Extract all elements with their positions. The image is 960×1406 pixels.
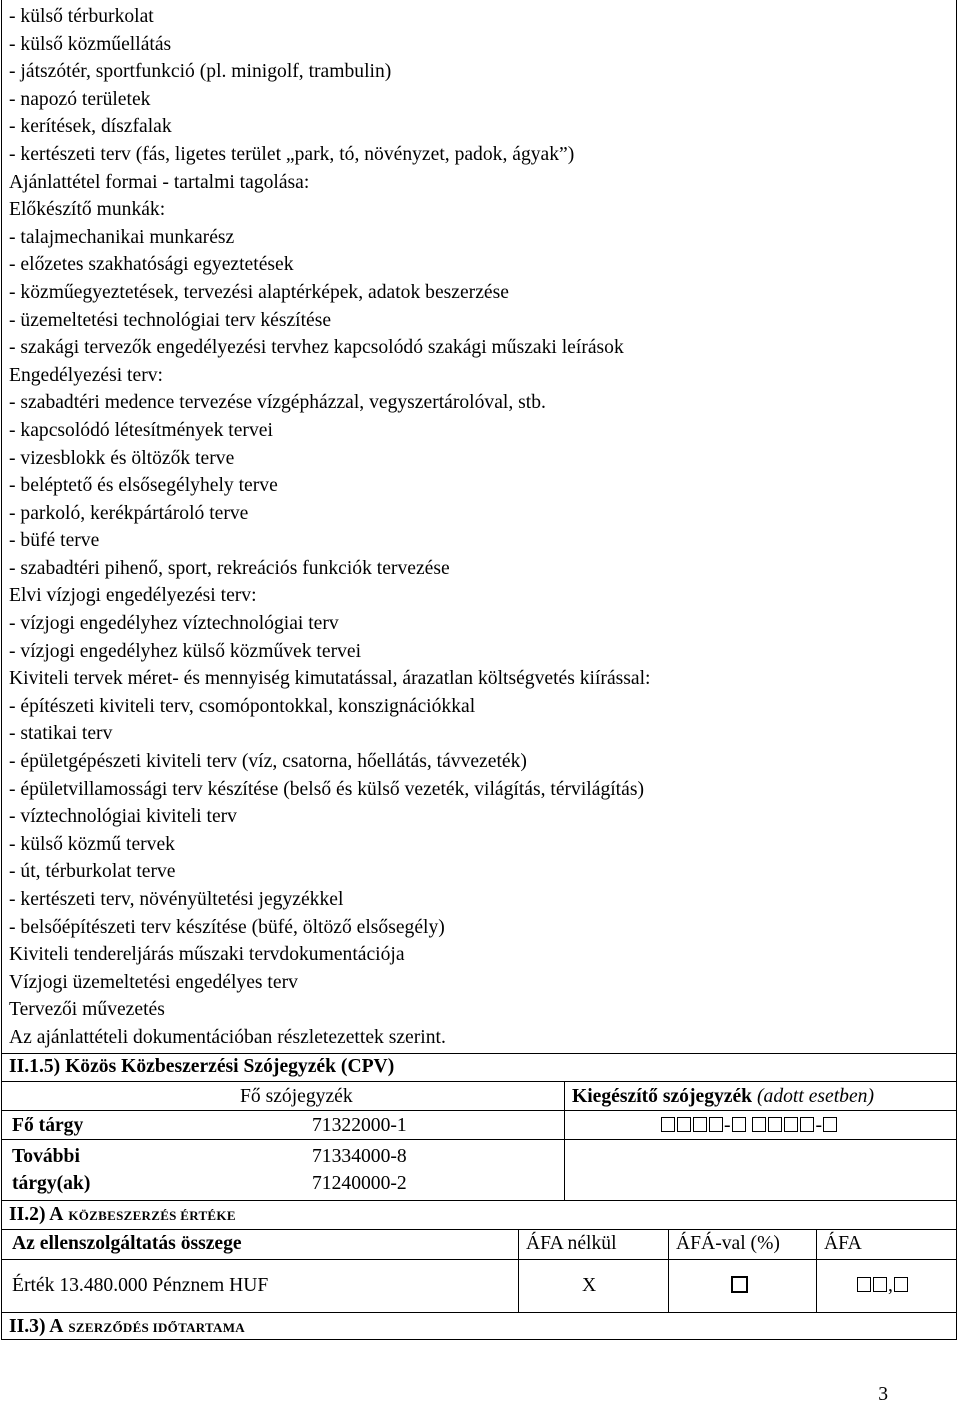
cpv-row2-label-1: További [12, 1146, 80, 1167]
text-line: - belsőépítészeti terv készítése (büfé, öltöző elsősegély) [9, 916, 445, 938]
text-line: - játszótér, sportfunkció (pl. minigolf, trambulin) [9, 61, 392, 83]
cpv-col-supp-italic: (adott esetben) [757, 1086, 874, 1107]
text-line: - szakági tervezők engedélyezési tervhez kapcsolódó szakági műszaki leírások [9, 337, 624, 359]
text-line: Elvi vízjogi engedélyezési terv: [9, 585, 257, 607]
cpv-row2-label-2: tárgy(ak) [12, 1173, 91, 1194]
text-line: - büfé terve [9, 530, 100, 552]
text-line: Előkészítő munkák: [9, 199, 166, 221]
rule [1, 1081, 957, 1082]
rule [1, 1259, 957, 1260]
cpv-supp-code-placeholder: - - [660, 1114, 838, 1138]
duration-heading: II.3) A SZERZŐDÉS IDŐTARTAMA [9, 1316, 245, 1337]
value-col-vat: ÁFA [824, 1233, 862, 1254]
cpv-row1-code: 71322000-1 [312, 1115, 407, 1136]
text-line: Kiviteli tendereljárás műszaki tervdokumentációja [9, 944, 405, 966]
text-line: - kertészeti terv, növényültetési jegyzékkel [9, 889, 344, 910]
text-line: - víztechnológiai kiviteli terv [9, 806, 237, 828]
text-line: - szabadtéri pihenő, sport, rekreációs funkciók tervezése [9, 557, 450, 579]
text-line: Ajánlattétel formai - tartalmi tagolása: [9, 171, 310, 193]
text-line: - épületgépészeti kiviteli terv (víz, csatorna, hőellátás, távvezeték) [9, 751, 527, 773]
text-line: - külső közmű tervek [9, 833, 175, 855]
text-line: - kerítések, díszfalak [9, 116, 172, 138]
value-col-amount: Az ellenszolgáltatás összege [12, 1233, 242, 1254]
text-line: - kertészeti terv (fás, ligetes terület „park, tó, növényzet, padok, ágyak”) [9, 143, 575, 165]
text-line: Az ajánlattételi dokumentációban részletezettek szerint. [9, 1026, 446, 1048]
text-line: Kiviteli tervek méret- és mennyiség kimutatással, árazatlan költségvetés kiírással: [9, 668, 651, 690]
text-line: - kapcsolódó létesítmények tervei [9, 419, 273, 441]
text-line: - statikai terv [9, 723, 113, 745]
value-col-net: ÁFA nélkül [526, 1233, 617, 1254]
cpv-row1-label: Fő tárgy [12, 1115, 84, 1136]
rule [668, 1229, 669, 1312]
text-line: - talajmechanikai munkarész [9, 226, 235, 248]
cpv-row2-code-1: 71334000-8 [312, 1146, 407, 1167]
text-line: - szabadtéri medence tervezése vízgépházzal, vegyszertárolóval, stb. [9, 392, 546, 414]
vat-checkbox [731, 1276, 748, 1300]
page-number: 3 [878, 1384, 888, 1405]
rule [1, 1110, 957, 1111]
text-line: - beléptető és elsősegélyhely terve [9, 475, 278, 497]
text-line: - előzetes szakhatósági egyeztetések [9, 254, 294, 276]
rule [1, 1139, 957, 1140]
rule [518, 1229, 519, 1312]
rule [1, 1200, 957, 1201]
text-line: - külső közműellátás [9, 33, 172, 55]
text-line: - épületvillamossági terv készítése (belső és külső vezeték, világítás, térvilágítás) [9, 778, 644, 800]
text-line: - vízjogi engedélyhez külső közművek tervei [9, 640, 362, 662]
description-lines [9, 3, 939, 1052]
text-line: - út, térburkolat terve [9, 861, 176, 883]
text-line: Tervezői művezetés [9, 999, 165, 1021]
text-line: - vizesblokk és öltözők terve [9, 447, 235, 469]
text-line: - külső térburkolat [9, 6, 154, 27]
rule [1, 1312, 957, 1313]
text-line: Vízjogi üzemeltetési engedélyes terv [9, 971, 298, 993]
rule [1, 1229, 957, 1230]
text-line: - építészeti kiviteli terv, csomópontokkal, konszignációkkal [9, 695, 476, 717]
text-line: - üzemeltetési technológiai terv készítése [9, 309, 332, 331]
value-amount: Érték 13.480.000 Pénznem HUF [12, 1275, 269, 1296]
text-line: Engedélyezési terv: [9, 364, 163, 386]
cpv-col-supp-bold: Kiegészítő szójegyzék [572, 1086, 753, 1107]
rule [816, 1229, 817, 1312]
value-heading: II.2) A KÖZBESZERZÉS ÉRTÉKE [9, 1204, 236, 1225]
cpv-heading: II.1.5) Közös Közbeszerzési Szójegyzék (CPV) [9, 1056, 395, 1077]
text-line: - vízjogi engedélyhez víztechnológiai terv [9, 613, 339, 635]
cpv-row2-code-2: 71240000-2 [312, 1173, 407, 1194]
value-net-mark: X [582, 1275, 597, 1296]
cpv-col-supp [572, 1085, 874, 1109]
text-line: - napozó területek [9, 88, 151, 110]
rule [564, 1081, 565, 1200]
cpv-col-main: Fő szójegyzék [240, 1086, 353, 1107]
value-col-vat-pct: ÁFÁ-val (%) [676, 1233, 780, 1254]
text-line: - parkoló, kerékpártároló terve [9, 502, 249, 524]
rule [1, 1053, 957, 1054]
vat-rate-placeholder: , [856, 1274, 909, 1298]
text-line: - közműegyeztetések, tervezési alaptérképek, adatok beszerzése [9, 281, 509, 303]
